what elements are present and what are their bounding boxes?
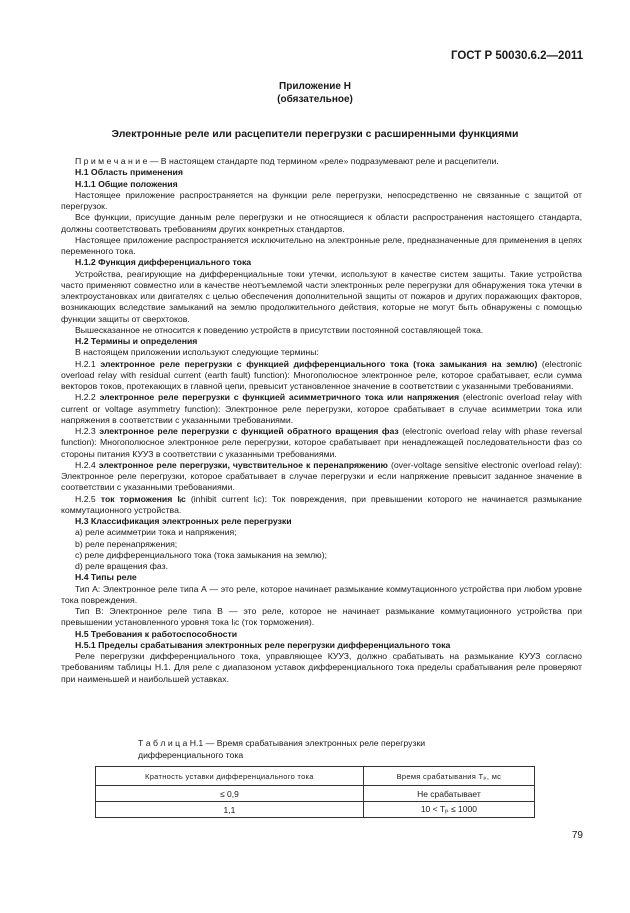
term-number: Н.2.5 xyxy=(75,493,101,504)
header-cell: Время срабатывания Tₚ, мс xyxy=(363,767,534,786)
term-name: ток торможения Iᵢc xyxy=(100,493,186,504)
table-row xyxy=(96,786,535,802)
paragraph: Настоящее приложение распространяется исключительно на электронные реле, предназначенные для применения в цепях переменного тока. xyxy=(61,234,582,256)
subsection-heading: Н.5.1 Пределы срабатывания электронных реле перегрузки дифференциального тока xyxy=(75,639,451,650)
term-name: электронное реле перегрузки с функцией асимметричного тока или напряжения xyxy=(99,392,460,403)
body-text xyxy=(61,156,582,685)
term-definition xyxy=(61,460,582,494)
paragraph: а) реле асимметрии тока и напряжения; xyxy=(75,527,237,538)
subsection-heading: Н.1.2 Функция дифференциального тока xyxy=(75,257,252,268)
paragraph: d) реле вращения фаз. xyxy=(75,561,169,571)
subsection-heading: Н.1.1 Общие положения xyxy=(75,178,178,189)
paragraph: П р и м е ч а н и е — В настоящем стандарте под термином «реле» подразумевают реле и расцепители. xyxy=(75,156,499,166)
subsection-heading: Н.4 Типы реле xyxy=(75,572,137,583)
term-text: (inhibit current Iᵢc): Ток повреждения, при превышении которого не начинается размыкание коммутационного устройства. xyxy=(61,493,582,515)
appendix-heading xyxy=(0,80,630,106)
subsection-heading: Н.2 Термины и определения xyxy=(75,336,198,346)
table-cell: Не срабатывает xyxy=(363,786,534,802)
term-text: (electronic overload relay with residual current (earth fault) function): Многополюсное электронное реле, которое срабатывает, если сумма векторов токов, протекающих в главной цепи, превысит установленное значение в соответствии с указанными требованиями. xyxy=(61,358,582,391)
table-header-row xyxy=(96,767,535,786)
term-definition xyxy=(61,426,582,460)
header-cell: Кратность уставки дифференциального тока xyxy=(96,767,364,786)
appendix-subtitle: (обязательное) xyxy=(277,94,353,105)
term-number: Н.2.4 xyxy=(75,459,99,470)
paragraph: Настоящее приложение распространяется на функции реле перегрузки, непосредственно не связанные с защитой от перегрузок. xyxy=(61,189,582,211)
table-cell: 10 < Tₚ ≤ 1000 xyxy=(363,802,534,818)
subsection-heading: Н.5 Требования к работоспособности xyxy=(75,628,238,639)
paragraph: b) реле перенапряжения; xyxy=(75,538,178,549)
term-definition xyxy=(61,359,582,393)
term-number: Н.2.2 xyxy=(75,392,100,403)
table-caption: Т а б л и ц а Н.1 — Время срабатывания электронных реле перегрузки дифференциального тока xyxy=(138,738,426,760)
subsection-heading: Н.1 Область применения xyxy=(75,167,183,178)
paragraph: Вышесказанное не относится к поведению устройств в присутствии постоянной составляющей тока. xyxy=(75,324,484,335)
paragraph: Реле перегрузки дифференциального тока, управляющее КУУЗ, должно срабатывать на размыкание КУУЗ согласно требованиям таблицы Н.1. Для реле с диапазоном уставок дифференциального тока пределы срабатывания реле проверяют при наименьшей и наибольшей уставках. xyxy=(61,651,582,684)
term-name: электронное реле перегрузки с функцией обратного вращения фаз xyxy=(99,426,399,436)
term-number: Н.2.3 xyxy=(75,426,100,436)
term-definition xyxy=(61,494,582,517)
appendix-title: Приложение Н xyxy=(279,81,351,92)
paragraph: В настоящем приложении используют следующие термины: xyxy=(75,347,319,358)
paragraph: Тип В: Электронное реле типа В — это реле, которое не начинает размыкание коммутационного устройства при превышении установленного уровня тока Iᵢc (ток торможения). xyxy=(61,606,582,628)
term-number: Н.2.1 xyxy=(75,358,101,369)
table-cell: ≤ 0,9 xyxy=(96,786,364,802)
term-text: (electronic overload relay with phase reversal function): Многополюсное электронное реле перегрузки, которое срабатывает при ненадлежащей последовательности фаз со стороны питания КУУЗ в соответствии с указанными требованиями. xyxy=(61,426,582,459)
document-header: ГОСТ Р 50030.6.2—2011 xyxy=(450,50,583,62)
term-text: (over-voltage sensitive electronic overload relay): Электронное реле перегрузки, которое срабатывает в случае перегрузки и если напряжение превысит заданное значение в соответствии с указанными требованиями. xyxy=(61,459,582,493)
term-name: электронное реле перегрузки, чувствительное к перенапряжению xyxy=(98,459,388,470)
response-time-table xyxy=(95,766,535,818)
subsection-heading: Н.3 Классификация электронных реле перегрузки xyxy=(75,516,292,526)
paragraph: c) реле дифференциального тока (тока замыкания на землю); xyxy=(75,549,327,560)
paragraph: Все функции, присущие данным реле перегрузки и не относящиеся к области распространения настоящего стандарта, должны соответствовать требованиям других конкретных стандартов. xyxy=(61,212,582,234)
paragraph: Устройства, реагирующие на дифференциальные токи утечки, используют в качестве систем защиты. Такие устройства часто применяют совместно или в качестве неотъемлемой части электронных реле перегрузки для обнаружения тока утечки в электроустановках или двигателях с целью обеспечения дополнительной защиты от пожаров и других поражающих факторов, возникающих вследствие замыканий на землю продолжительного действия, которые не могут быть обнаружены с помощью функции защиты от сверхтоков. xyxy=(61,268,582,324)
paragraph: Тип А: Электронное реле типа А — это реле, которое начинает размыкание коммутационного устройства при любом уровне тока повреждения. xyxy=(61,583,582,605)
table-cell: 1,1 xyxy=(96,802,364,818)
term-name: электронное реле перегрузки с функцией дифференциального тока (тока замыкания на землю) xyxy=(100,358,538,369)
term-text: (electronic overload relay with current or voltage asymmetry function): Электронное реле перегрузки, которое срабатывает в случае асимметрии тока или напряжения в соответствии с указанными требованиями. xyxy=(61,392,582,425)
section-title: Электронные реле или расцепители перегрузки с расширенными функциями xyxy=(111,128,519,140)
term-definition xyxy=(61,392,582,426)
table-row xyxy=(96,802,535,818)
page-number: 79 xyxy=(571,830,583,841)
